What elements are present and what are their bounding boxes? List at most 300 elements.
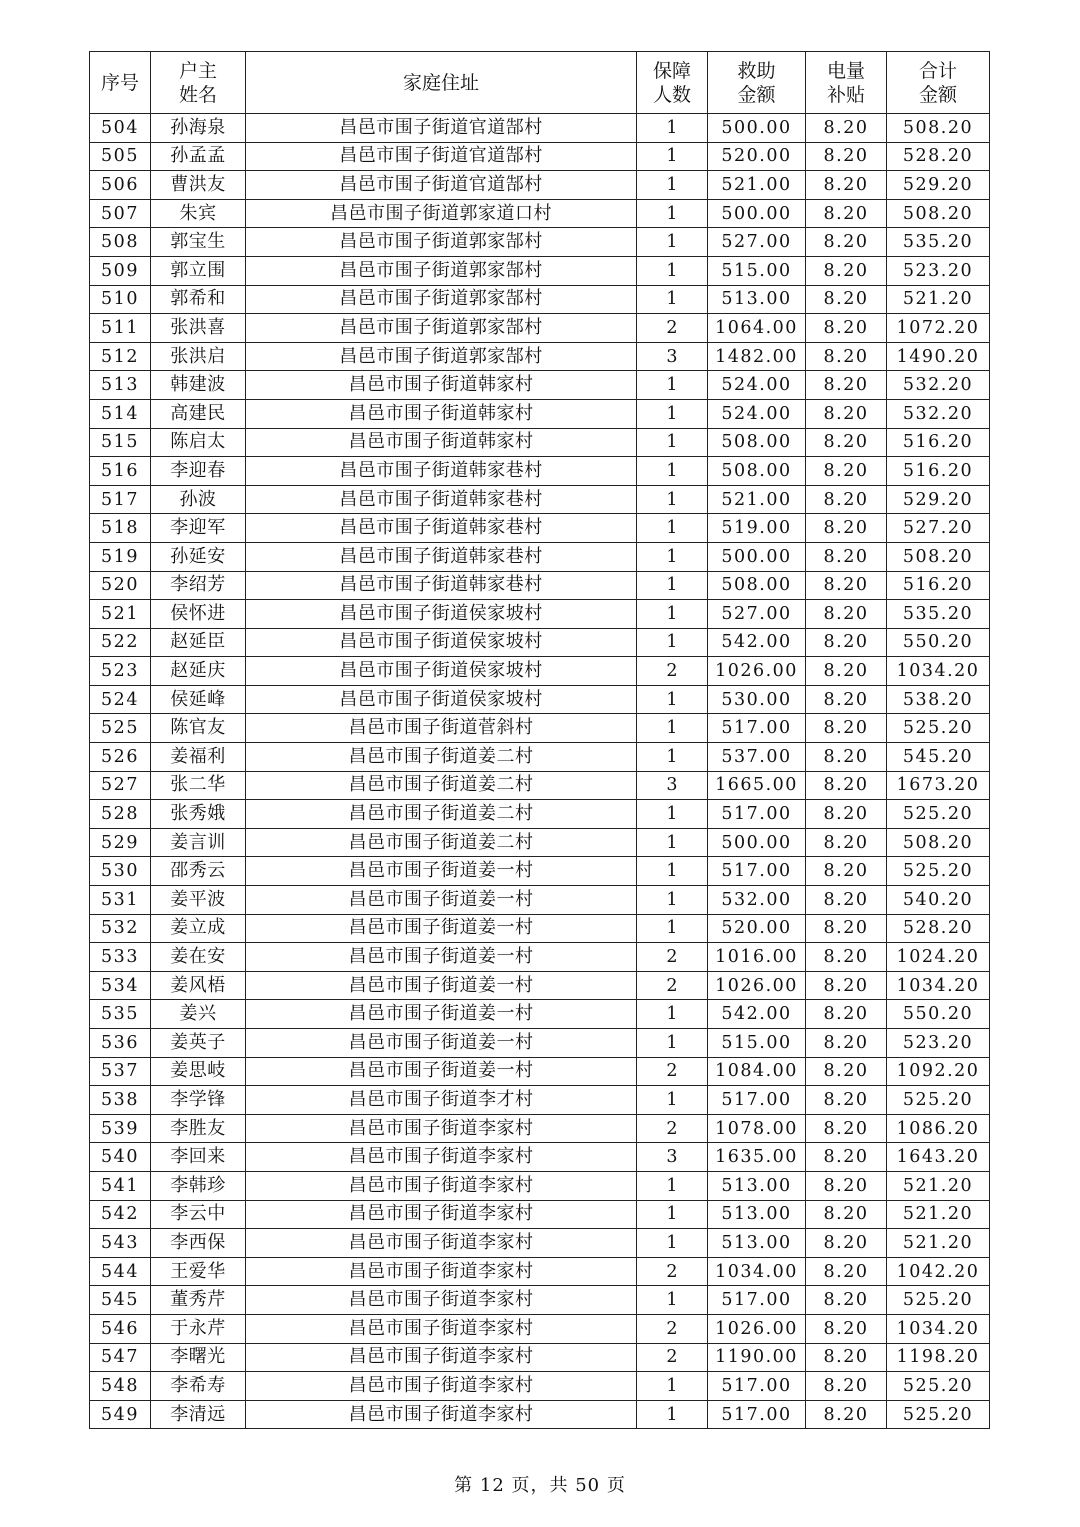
cell-name: 张二华: [151, 771, 246, 800]
cell-persons: 3: [637, 1143, 708, 1172]
cell-name: 姜思岐: [151, 1057, 246, 1086]
cell-name: 姜福利: [151, 743, 246, 772]
table-row: [90, 1314, 990, 1343]
table-row: [90, 743, 990, 772]
cell-seq: 530: [90, 857, 151, 886]
cell-seq: 534: [90, 971, 151, 1000]
cell-electricity-subsidy: 8.20: [806, 1314, 887, 1343]
cell-persons: 2: [637, 1314, 708, 1343]
cell-electricity-subsidy: 8.20: [806, 714, 887, 743]
cell-name: 孙波: [151, 485, 246, 514]
cell-name: 于永芹: [151, 1314, 246, 1343]
cell-electricity-subsidy: 8.20: [806, 457, 887, 486]
cell-address: 昌邑市围子街道郭家郜村: [246, 256, 637, 285]
cell-aid-amount: 530.00: [708, 685, 806, 714]
cell-address: 昌邑市围子街道菅斜村: [246, 714, 637, 743]
cell-total-amount: 525.20: [887, 800, 990, 829]
cell-total-amount: 508.20: [887, 199, 990, 228]
cell-seq: 544: [90, 1257, 151, 1286]
cell-address: 昌邑市围子街道姜一村: [246, 1057, 637, 1086]
cell-aid-amount: 500.00: [708, 114, 806, 143]
cell-electricity-subsidy: 8.20: [806, 828, 887, 857]
cell-name: 姜立成: [151, 914, 246, 943]
cell-persons: 1: [637, 886, 708, 915]
table-row: [90, 857, 990, 886]
cell-name: 李清远: [151, 1400, 246, 1429]
cell-total-amount: 521.20: [887, 1171, 990, 1200]
cell-address: 昌邑市围子街道韩家村: [246, 371, 637, 400]
cell-aid-amount: 542.00: [708, 1000, 806, 1029]
cell-total-amount: 1673.20: [887, 771, 990, 800]
cell-name: 姜平波: [151, 886, 246, 915]
cell-address: 昌邑市围子街道郭家道口村: [246, 199, 637, 228]
cell-seq: 543: [90, 1229, 151, 1258]
table-row: [90, 285, 990, 314]
cell-electricity-subsidy: 8.20: [806, 1400, 887, 1429]
cell-electricity-subsidy: 8.20: [806, 1200, 887, 1229]
cell-electricity-subsidy: 8.20: [806, 342, 887, 371]
cell-name: 高建民: [151, 399, 246, 428]
table-row: [90, 657, 990, 686]
cell-address: 昌邑市围子街道侯家坡村: [246, 600, 637, 629]
cell-electricity-subsidy: 8.20: [806, 628, 887, 657]
cell-name: 李学锋: [151, 1086, 246, 1115]
cell-total-amount: 523.20: [887, 1029, 990, 1058]
cell-address: 昌邑市围子街道姜一村: [246, 914, 637, 943]
cell-total-amount: 529.20: [887, 171, 990, 200]
cell-persons: 1: [637, 743, 708, 772]
cell-total-amount: 1034.20: [887, 971, 990, 1000]
cell-aid-amount: 1064.00: [708, 314, 806, 343]
cell-aid-amount: 1026.00: [708, 1314, 806, 1343]
cell-name: 张洪喜: [151, 314, 246, 343]
cell-address: 昌邑市围子街道李家村: [246, 1200, 637, 1229]
cell-persons: 2: [637, 1114, 708, 1143]
cell-seq: 527: [90, 771, 151, 800]
cell-electricity-subsidy: 8.20: [806, 228, 887, 257]
table-row: [90, 1400, 990, 1429]
cell-total-amount: 1198.20: [887, 1343, 990, 1372]
cell-seq: 523: [90, 657, 151, 686]
cell-name: 郭宝生: [151, 228, 246, 257]
cell-aid-amount: 524.00: [708, 371, 806, 400]
cell-name: 孙孟孟: [151, 142, 246, 171]
cell-persons: 1: [637, 371, 708, 400]
table-row: [90, 1114, 990, 1143]
cell-address: 昌邑市围子街道姜二村: [246, 771, 637, 800]
cell-aid-amount: 517.00: [708, 1400, 806, 1429]
table-row: [90, 1143, 990, 1172]
cell-electricity-subsidy: 8.20: [806, 1114, 887, 1143]
cell-persons: 1: [637, 514, 708, 543]
cell-name: 孙延安: [151, 542, 246, 571]
cell-electricity-subsidy: 8.20: [806, 685, 887, 714]
cell-electricity-subsidy: 8.20: [806, 542, 887, 571]
table-row: [90, 800, 990, 829]
cell-persons: 1: [637, 800, 708, 829]
header-name: 户主 姓名: [151, 52, 246, 114]
cell-aid-amount: 513.00: [708, 1200, 806, 1229]
cell-total-amount: 545.20: [887, 743, 990, 772]
cell-electricity-subsidy: 8.20: [806, 256, 887, 285]
cell-address: 昌邑市围子街道官道郜村: [246, 171, 637, 200]
header-persons: 保障 人数: [637, 52, 708, 114]
cell-aid-amount: 513.00: [708, 285, 806, 314]
cell-address: 昌邑市围子街道李家村: [246, 1114, 637, 1143]
cell-seq: 506: [90, 171, 151, 200]
cell-total-amount: 516.20: [887, 571, 990, 600]
cell-seq: 531: [90, 886, 151, 915]
cell-address: 昌邑市围子街道姜一村: [246, 1029, 637, 1058]
cell-seq: 521: [90, 600, 151, 629]
cell-address: 昌邑市围子街道韩家村: [246, 399, 637, 428]
cell-electricity-subsidy: 8.20: [806, 943, 887, 972]
cell-persons: 1: [637, 1000, 708, 1029]
cell-total-amount: 1092.20: [887, 1057, 990, 1086]
cell-seq: 536: [90, 1029, 151, 1058]
header-electricity-subsidy: 电量 补贴: [806, 52, 887, 114]
cell-aid-amount: 517.00: [708, 1286, 806, 1315]
cell-total-amount: 1042.20: [887, 1257, 990, 1286]
cell-seq: 513: [90, 371, 151, 400]
cell-address: 昌邑市围子街道官道郜村: [246, 114, 637, 143]
cell-address: 昌邑市围子街道李家村: [246, 1229, 637, 1258]
cell-name: 李云中: [151, 1200, 246, 1229]
cell-name: 李迎军: [151, 514, 246, 543]
cell-electricity-subsidy: 8.20: [806, 142, 887, 171]
cell-seq: 547: [90, 1343, 151, 1372]
cell-address: 昌邑市围子街道韩家村: [246, 428, 637, 457]
table-row: [90, 886, 990, 915]
cell-seq: 519: [90, 542, 151, 571]
cell-name: 郭希和: [151, 285, 246, 314]
cell-aid-amount: 520.00: [708, 914, 806, 943]
cell-persons: 2: [637, 1343, 708, 1372]
cell-aid-amount: 517.00: [708, 1372, 806, 1401]
cell-address: 昌邑市围子街道郭家郜村: [246, 314, 637, 343]
cell-total-amount: 516.20: [887, 457, 990, 486]
cell-persons: 1: [637, 171, 708, 200]
cell-electricity-subsidy: 8.20: [806, 171, 887, 200]
cell-seq: 545: [90, 1286, 151, 1315]
table-row: [90, 628, 990, 657]
cell-persons: 1: [637, 1400, 708, 1429]
cell-seq: 510: [90, 285, 151, 314]
cell-address: 昌邑市围子街道韩家巷村: [246, 542, 637, 571]
cell-seq: 505: [90, 142, 151, 171]
cell-name: 李迎春: [151, 457, 246, 486]
cell-total-amount: 525.20: [887, 1400, 990, 1429]
cell-address: 昌邑市围子街道韩家巷村: [246, 457, 637, 486]
cell-aid-amount: 500.00: [708, 199, 806, 228]
cell-total-amount: 508.20: [887, 828, 990, 857]
table-row: [90, 1257, 990, 1286]
cell-aid-amount: 500.00: [708, 828, 806, 857]
cell-aid-amount: 532.00: [708, 886, 806, 915]
table-row: [90, 914, 990, 943]
cell-name: 姜在安: [151, 943, 246, 972]
cell-seq: 524: [90, 685, 151, 714]
cell-aid-amount: 1084.00: [708, 1057, 806, 1086]
cell-electricity-subsidy: 8.20: [806, 1343, 887, 1372]
cell-name: 赵延臣: [151, 628, 246, 657]
cell-total-amount: 532.20: [887, 399, 990, 428]
cell-address: 昌邑市围子街道姜一村: [246, 943, 637, 972]
cell-electricity-subsidy: 8.20: [806, 514, 887, 543]
cell-address: 昌邑市围子街道侯家坡村: [246, 657, 637, 686]
cell-total-amount: 521.20: [887, 1229, 990, 1258]
cell-persons: 2: [637, 943, 708, 972]
cell-electricity-subsidy: 8.20: [806, 571, 887, 600]
table-row: [90, 542, 990, 571]
table-row: [90, 828, 990, 857]
table-row: [90, 428, 990, 457]
cell-total-amount: 508.20: [887, 114, 990, 143]
cell-name: 张洪启: [151, 342, 246, 371]
cell-seq: 533: [90, 943, 151, 972]
table-row: [90, 1000, 990, 1029]
cell-aid-amount: 542.00: [708, 628, 806, 657]
cell-address: 昌邑市围子街道姜二村: [246, 828, 637, 857]
table-row: [90, 1372, 990, 1401]
cell-persons: 2: [637, 1257, 708, 1286]
header-total-amount: 合计 金额: [887, 52, 990, 114]
table-row: [90, 685, 990, 714]
cell-name: 董秀芹: [151, 1286, 246, 1315]
cell-electricity-subsidy: 8.20: [806, 914, 887, 943]
cell-name: 李曙光: [151, 1343, 246, 1372]
cell-electricity-subsidy: 8.20: [806, 399, 887, 428]
cell-total-amount: 535.20: [887, 600, 990, 629]
cell-total-amount: 525.20: [887, 714, 990, 743]
cell-persons: 1: [637, 1200, 708, 1229]
cell-name: 陈官友: [151, 714, 246, 743]
cell-address: 昌邑市围子街道李家村: [246, 1343, 637, 1372]
table-row: [90, 199, 990, 228]
cell-total-amount: 521.20: [887, 285, 990, 314]
cell-aid-amount: 520.00: [708, 142, 806, 171]
cell-name: 邵秀云: [151, 857, 246, 886]
cell-address: 昌邑市围子街道姜一村: [246, 1000, 637, 1029]
cell-aid-amount: 1665.00: [708, 771, 806, 800]
cell-electricity-subsidy: 8.20: [806, 1171, 887, 1200]
cell-seq: 539: [90, 1114, 151, 1143]
cell-name: 韩建波: [151, 371, 246, 400]
cell-name: 王爱华: [151, 1257, 246, 1286]
table-row: [90, 1229, 990, 1258]
cell-name: 曹洪友: [151, 171, 246, 200]
cell-persons: 1: [637, 1229, 708, 1258]
cell-address: 昌邑市围子街道韩家巷村: [246, 514, 637, 543]
cell-address: 昌邑市围子街道郭家郜村: [246, 285, 637, 314]
cell-total-amount: 508.20: [887, 542, 990, 571]
cell-seq: 520: [90, 571, 151, 600]
cell-total-amount: 1072.20: [887, 314, 990, 343]
cell-persons: 1: [637, 485, 708, 514]
cell-aid-amount: 1016.00: [708, 943, 806, 972]
cell-persons: 1: [637, 685, 708, 714]
cell-persons: 1: [637, 285, 708, 314]
cell-seq: 526: [90, 743, 151, 772]
header-aid-amount: 救助 金额: [708, 52, 806, 114]
cell-seq: 514: [90, 399, 151, 428]
cell-seq: 522: [90, 628, 151, 657]
cell-aid-amount: 517.00: [708, 857, 806, 886]
cell-persons: 1: [637, 914, 708, 943]
cell-seq: 507: [90, 199, 151, 228]
table-row: [90, 171, 990, 200]
cell-persons: 1: [637, 628, 708, 657]
cell-address: 昌邑市围子街道李家村: [246, 1400, 637, 1429]
cell-aid-amount: 1026.00: [708, 657, 806, 686]
cell-seq: 529: [90, 828, 151, 857]
cell-persons: 1: [637, 542, 708, 571]
cell-aid-amount: 521.00: [708, 485, 806, 514]
cell-name: 郭立围: [151, 256, 246, 285]
cell-seq: 537: [90, 1057, 151, 1086]
cell-aid-amount: 517.00: [708, 800, 806, 829]
cell-seq: 538: [90, 1086, 151, 1115]
cell-name: 侯延峰: [151, 685, 246, 714]
table-row: [90, 485, 990, 514]
cell-seq: 516: [90, 457, 151, 486]
table-row: [90, 1286, 990, 1315]
cell-electricity-subsidy: 8.20: [806, 971, 887, 1000]
cell-seq: 509: [90, 256, 151, 285]
cell-name: 陈启太: [151, 428, 246, 457]
cell-persons: 1: [637, 857, 708, 886]
cell-aid-amount: 500.00: [708, 542, 806, 571]
cell-seq: 535: [90, 1000, 151, 1029]
cell-electricity-subsidy: 8.20: [806, 285, 887, 314]
cell-total-amount: 550.20: [887, 628, 990, 657]
cell-name: 朱宾: [151, 199, 246, 228]
cell-total-amount: 525.20: [887, 1286, 990, 1315]
cell-name: 李回来: [151, 1143, 246, 1172]
cell-address: 昌邑市围子街道姜二村: [246, 800, 637, 829]
cell-electricity-subsidy: 8.20: [806, 743, 887, 772]
cell-name: 姜言训: [151, 828, 246, 857]
cell-persons: 1: [637, 828, 708, 857]
cell-address: 昌邑市围子街道官道郜村: [246, 142, 637, 171]
cell-electricity-subsidy: 8.20: [806, 428, 887, 457]
cell-aid-amount: 508.00: [708, 571, 806, 600]
cell-persons: 2: [637, 971, 708, 1000]
table-row: [90, 1200, 990, 1229]
cell-name: 侯怀进: [151, 600, 246, 629]
cell-seq: 546: [90, 1314, 151, 1343]
cell-persons: 2: [637, 314, 708, 343]
cell-total-amount: 535.20: [887, 228, 990, 257]
cell-total-amount: 516.20: [887, 428, 990, 457]
table-row: [90, 228, 990, 257]
cell-seq: 528: [90, 800, 151, 829]
table-row: [90, 943, 990, 972]
cell-electricity-subsidy: 8.20: [806, 1143, 887, 1172]
table-row: [90, 1029, 990, 1058]
cell-persons: 1: [637, 1029, 708, 1058]
cell-seq: 548: [90, 1372, 151, 1401]
cell-address: 昌邑市围子街道郭家郜村: [246, 342, 637, 371]
cell-persons: 1: [637, 1086, 708, 1115]
cell-electricity-subsidy: 8.20: [806, 1229, 887, 1258]
cell-name: 姜风梧: [151, 971, 246, 1000]
cell-electricity-subsidy: 8.20: [806, 800, 887, 829]
cell-aid-amount: 1026.00: [708, 971, 806, 1000]
cell-electricity-subsidy: 8.20: [806, 657, 887, 686]
relief-table: [89, 51, 990, 1429]
cell-electricity-subsidy: 8.20: [806, 1286, 887, 1315]
table-row: [90, 314, 990, 343]
cell-persons: 1: [637, 256, 708, 285]
cell-aid-amount: 508.00: [708, 428, 806, 457]
cell-persons: 1: [637, 571, 708, 600]
cell-aid-amount: 527.00: [708, 600, 806, 629]
cell-aid-amount: 508.00: [708, 457, 806, 486]
table-row: [90, 399, 990, 428]
cell-persons: 1: [637, 428, 708, 457]
cell-total-amount: 528.20: [887, 142, 990, 171]
cell-address: 昌邑市围子街道姜一村: [246, 886, 637, 915]
cell-aid-amount: 513.00: [708, 1171, 806, 1200]
cell-aid-amount: 527.00: [708, 228, 806, 257]
cell-total-amount: 540.20: [887, 886, 990, 915]
table-row: [90, 571, 990, 600]
table-row: [90, 342, 990, 371]
cell-aid-amount: 537.00: [708, 743, 806, 772]
table-row: [90, 114, 990, 143]
cell-electricity-subsidy: 8.20: [806, 199, 887, 228]
cell-name: 李西保: [151, 1229, 246, 1258]
cell-aid-amount: 515.00: [708, 1029, 806, 1058]
cell-electricity-subsidy: 8.20: [806, 1057, 887, 1086]
cell-total-amount: 525.20: [887, 1086, 990, 1115]
cell-total-amount: 1086.20: [887, 1114, 990, 1143]
cell-electricity-subsidy: 8.20: [806, 371, 887, 400]
cell-total-amount: 525.20: [887, 857, 990, 886]
cell-seq: 508: [90, 228, 151, 257]
table-row: [90, 371, 990, 400]
cell-electricity-subsidy: 8.20: [806, 886, 887, 915]
cell-electricity-subsidy: 8.20: [806, 1000, 887, 1029]
cell-total-amount: 523.20: [887, 256, 990, 285]
page-footer: 第 12 页，共 50 页: [454, 1475, 626, 1496]
cell-electricity-subsidy: 8.20: [806, 1257, 887, 1286]
cell-persons: 1: [637, 142, 708, 171]
cell-total-amount: 1034.20: [887, 657, 990, 686]
cell-seq: 549: [90, 1400, 151, 1429]
cell-address: 昌邑市围子街道李家村: [246, 1372, 637, 1401]
cell-aid-amount: 1190.00: [708, 1343, 806, 1372]
cell-seq: 532: [90, 914, 151, 943]
cell-electricity-subsidy: 8.20: [806, 857, 887, 886]
cell-aid-amount: 1635.00: [708, 1143, 806, 1172]
cell-aid-amount: 517.00: [708, 1086, 806, 1115]
cell-seq: 518: [90, 514, 151, 543]
cell-total-amount: 1024.20: [887, 943, 990, 972]
cell-seq: 515: [90, 428, 151, 457]
cell-name: 李希寿: [151, 1372, 246, 1401]
cell-electricity-subsidy: 8.20: [806, 1372, 887, 1401]
cell-aid-amount: 517.00: [708, 714, 806, 743]
cell-persons: 1: [637, 228, 708, 257]
cell-address: 昌邑市围子街道姜二村: [246, 743, 637, 772]
cell-address: 昌邑市围子街道李家村: [246, 1286, 637, 1315]
table-row: [90, 771, 990, 800]
cell-electricity-subsidy: 8.20: [806, 600, 887, 629]
cell-address: 昌邑市围子街道侯家坡村: [246, 628, 637, 657]
cell-persons: 1: [637, 1372, 708, 1401]
